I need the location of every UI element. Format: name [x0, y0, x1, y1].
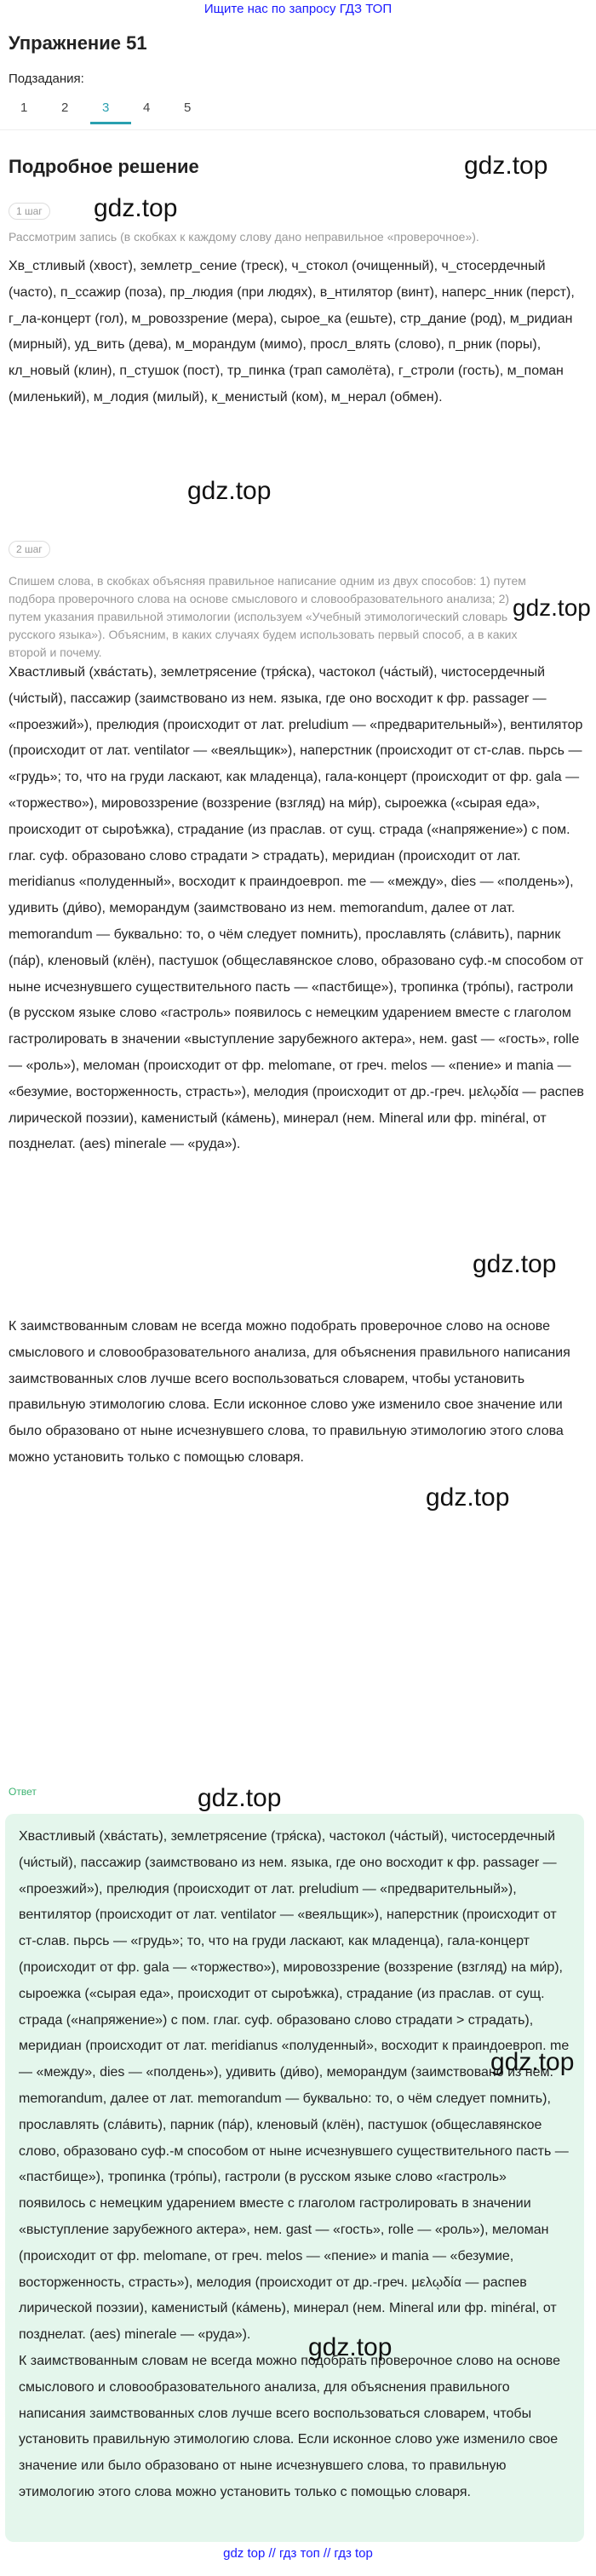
watermark: gdz.top: [198, 1784, 282, 1812]
watermark: gdz.top: [513, 594, 591, 621]
watermark: gdz.top: [308, 2333, 393, 2361]
answer-main: Хвастливый (хва́стать), землетрясение (тря́ска), частокол (ча́стый), чистосердечный (чи́стый), пассажир (заимствовано из нем. языка, где оно восходит к фр. passager — «проезжий»), прелюдия (происходит от лат. preludium — «предварительный»), вентилятор (происходит от лат. ventilator — «веяльщик»), наперстник (происходит от ст-слав. пьрсь — «грудь»; то, что на груди ласкают, как младенца), гала-концерт (происходит от фр. gala — «торжество»), мировоззрение (воззрение (взгляд) на ми́р), сыроежка («сырая еда», происходит от сыроѣжка), страдание (из праслав. от сущ. страда («напряжение») с пом. глаг. суф. образовано слово страдати > страдать), меридиан (происходит от лат. meridianus «полуденный», восходит к праиндоевроп. me — «между», dies — «полдень»), удивить (ди́во), меморандум (заимствовано из нем. memorandum, далее от лат. memorandum — буквально: то, о чём следует помнить), прославлять (сла́вить), парник (па́р), кленовый (клён), пастушок (общеславянское слово, образовано суф.-м способом от ныне исчезнувшего существительного пасть — «пастбище»), тропинка (тро́пы), гастроли (в русском языке слово «гастроль» появилось с немецким ударением вместе с глаголом гастролировать в значении «выступление зарубежного актера», нем. gast — «гость», rolle — «роль»), меломан (происходит от фр. melomane, от греч. melos — «пение» и mania — «безумие, восторженность, страсть»), мелодия (происходит от др.-греч. μελῳδία — распев лирической поэзии), каменистый (ка́мень), минерал (нем. Mineral или фр. minéral, от позднелат. (aes) minerale — «руда»).: [19, 1829, 570, 2343]
watermark: gdz.top: [464, 152, 548, 180]
solution-heading: Подробное решение: [9, 156, 199, 177]
answer-badge: Ответ: [9, 1786, 37, 1798]
step-1-text: Хв_стливый (хвост), землетр_сение (треск), ч_стокол (очищенный), ч_стосердечный (часто), п_ссажир (поза), пр_людия (при людях), в_нтилятор (винт), наперс_нник (перст), г_ла-концерт (гол), м_ровоззрение (мера), сырое_ка (ешьте), стр_дание (род), м_ридиан (мирный), уд_вить (дева), м_морандум (мимо), просл_влять (слово), п_рник (поры), кл_новый (клин), п_стушок (пост), тр_пинка (трап самолёта), г_строли (гость), м_поман (миленький), м_лодия (милый), к_менистый (ком), м_нерал (обмен).: [9, 259, 575, 404]
tab-3[interactable]: 3: [90, 95, 131, 124]
tab-1[interactable]: 1: [20, 100, 28, 115]
watermark: gdz.top: [426, 1483, 510, 1512]
step-2-badge: 2 шаг: [9, 541, 50, 558]
watermark: gdz.top: [473, 1250, 557, 1278]
subtasks-label: Подзадания:: [9, 72, 84, 86]
answer-text: [19, 1824, 575, 2506]
watermark: gdz.top: [94, 194, 178, 222]
tab-4[interactable]: 4: [143, 100, 151, 115]
step-1-note: Рассмотрим запись (в скобках к каждому слову дано неправильное «проверочное»).: [9, 230, 479, 244]
search-hint-banner[interactable]: Ищите нас по запросу ГДЗ ТОП: [203, 2, 393, 16]
tab-5[interactable]: 5: [184, 100, 192, 115]
step-2-note: Спишем слова, в скобках объясняя правильное написание одним из двух способов: 1) путем подбора проверочного слова на основе смыслового и словообразовательного анализа; 2) путем указания правильной этимологии (используем «Учебный этимологический словарь русского языка»). Объясним, в каких случаях будем использовать первый способ, а в каких второй и почему.: [9, 574, 526, 659]
tab-2[interactable]: 2: [61, 100, 69, 115]
page-title: Упражнение 51: [9, 32, 147, 54]
divider: [0, 129, 596, 130]
footer-links[interactable]: gdz top // гдз топ // гдз top: [223, 2546, 373, 2561]
answer-conclusion: К заимствованным словам не всегда можно подобрать проверочное слово на основе смыслового и словообразовательного анализа, для объяснения правильного написания заимствованных слов лучше всего воспользоваться словарем, чтобы установить правильную этимологию слова. Если исконное слово уже изменило свое значение или было образовано от ныне исчезнувшего слова, то правильную этимологию этого слова можно установить только с помощью словаря.: [19, 2353, 561, 2499]
step-1-badge: 1 шаг: [9, 203, 50, 220]
subtask-tabs: [9, 95, 213, 124]
watermark: gdz.top: [490, 2048, 575, 2076]
step-2-text: Хвастливый (хва́стать), землетрясение (тря́ска), частокол (ча́стый), чистосердечный (чи́стый), пассажир (заимствовано из нем. языка, где оно восходит к фр. passager — «проезжий»), прелюдия (происходит от лат. preludium — «предварительный»), вентилятор (происходит от лат. ventilator — «веяльщик»), наперстник (происходит от ст-слав. пьрсь — «грудь»; то, что на груди ласкают, как младенца), гала-концерт (происходит от фр. gala — «торжество»), мировоззрение (воззрение (взгляд) на ми́р), сыроежка («сырая еда», происходит от сыроѣжка), страдание (из праслав. от сущ. страда («напряжение») с пом. глаг. суф. образовано слово страдати > страдать), меридиан (происходит от лат. meridianus «полуденный», восходит к праиндоевроп. me — «между», dies — «полдень»), удивить (ди́во), меморандум (заимствовано из нем. memorandum, далее от лат. memorandum — буквально: то, о чём следует помнить), прославлять (сла́вить), парник (па́р), кленовый (клён), пастушок (общеславянское слово, образовано суф.-м способом от ныне исчезнувшего существительного пасть — «пастбище»), тропинка (тро́пы), гастроли (в русском языке слово «гастроль» появилось с немецким ударением вместе с глаголом гастролировать в значении «выступление зарубежного актера», нем. gast — «гость», rolle — «роль»), меломан (происходит от фр. melomane, от греч. melos — «пение» и mania — «безумие, восторженность, страсть»), мелодия (происходит от др.-греч. μελῳδία — распев лирической поэзии), каменистый (ка́мень), минерал (нем. Mineral или фр. minéral, от позднелат. (aes) minerale — «руда»).: [9, 665, 584, 1152]
watermark: gdz.top: [187, 477, 272, 505]
step-2-conclusion: К заимствованным словам не всегда можно подобрать проверочное слово на основе смыслового и словообразовательного анализа, для объяснения правильного написания заимствованных слов лучше всего воспользоваться словарем, чтобы установить правильную этимологию слова. Если исконное слово уже изменило свое значение или было образовано от ныне исчезнувшего слова, то правильную этимологию этого слова можно установить только с помощью словаря.: [9, 1319, 570, 1465]
